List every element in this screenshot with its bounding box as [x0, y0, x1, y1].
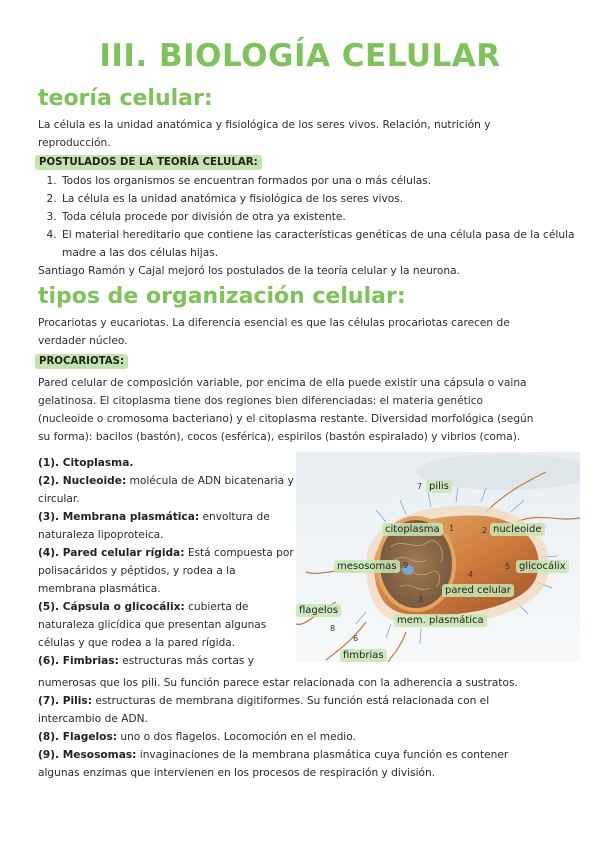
intro-line: reproducción.: [38, 137, 111, 149]
item-membrana: (3). Membrana plasmática: envoltura de: [38, 511, 270, 523]
item-flagelos: (8). Flagelos: uno o dos flagelos. Locomoción en el medio.: [38, 731, 356, 743]
item-line: membrana plasmática.: [38, 583, 161, 595]
label-membrana-plasmatica: mem. plasmática: [394, 614, 487, 627]
label-pilis: pilis: [426, 480, 452, 493]
item-pared: (4). Pared celular rígida: Está compuesta por: [38, 547, 294, 559]
number-3: 3: [418, 595, 424, 604]
intro-line: verdader núcleo.: [38, 335, 128, 347]
label-mesosomas: mesosomas: [334, 560, 400, 573]
item-line: algunas enzimas que intervienen en los procesos de respiración y división.: [38, 767, 436, 779]
body-line: su forma): bacilos (bastón), cocos (esférica), espirilos (bastón espiralado) y vibrios (coma).: [38, 431, 521, 443]
list-item: 1. Todos los organismos se encuentran formados por una o más células.: [60, 172, 590, 190]
procariotas-label: PROCARIOTAS:: [35, 354, 128, 369]
label-glicocalix: glicocálix: [516, 560, 569, 573]
item-line: naturaleza glicídica que presentan algunas: [38, 619, 267, 631]
page-title: III. BIOLOGÍA CELULAR: [99, 38, 501, 74]
number-9: 9: [403, 561, 409, 570]
item-line: intercambio de ADN.: [38, 713, 148, 725]
number-5: 5: [505, 562, 511, 571]
number-8: 8: [330, 624, 336, 633]
label-flagelos: flagelos: [296, 604, 341, 617]
item-line: numerosas que los pili. Su función parece estar relacionada con la adherencia a sustratos.: [38, 677, 518, 689]
body-line: gelatinosa. El citoplasma tiene dos regiones bien diferenciadas: el materia genético: [38, 395, 484, 407]
item-nucleoide: (2). Nucleoide: molécula de ADN bicatenaria y: [38, 475, 294, 487]
label-nucleoide: nucleoide: [490, 523, 545, 536]
item-line: polisacáridos y péptidos, y rodea a la: [38, 565, 236, 577]
intro-line: La célula es la unidad anatómica y fisiológica de los seres vivos. Relación, nutrición y: [38, 119, 491, 131]
intro-line: Procariotas y eucariotas. La diferencia esencial es que las células procariotas carecen de: [38, 317, 510, 329]
item-fimbrias: (6). Fimbrias: estructuras más cortas y: [38, 655, 255, 667]
item-capsula: (5). Cápsula o glicocálix: cubierta de: [38, 601, 249, 613]
item-line: circular.: [38, 493, 80, 505]
note: Santiago Ramón y Cajal mejoró los postulados de la teoría celular y la neurona.: [38, 265, 460, 277]
postulates-label: POSTULADOS DE LA TEORÍA CELULAR:: [35, 155, 262, 170]
section-heading-teoria: teoría celular:: [38, 86, 213, 111]
list-item: 2. La célula es la unidad anatómica y fisiológica de los seres vivos.: [60, 190, 590, 208]
label-pared-celular: pared celular: [442, 584, 514, 597]
item-pilis: (7). Pilis: estructuras de membrana digitiformes. Su función está relacionada con el: [38, 695, 490, 707]
number-4: 4: [468, 570, 474, 579]
number-7: 7: [417, 482, 423, 491]
label-citoplasma: citoplasma: [382, 523, 443, 536]
bacterium-figure: [296, 452, 580, 662]
number-2: 2: [482, 526, 488, 535]
list-item: 3. Toda célula procede por división de otra ya existente.: [60, 208, 590, 226]
postulates-list: [48, 172, 590, 262]
section-heading-tipos: tipos de organización celular:: [38, 284, 406, 309]
number-6: 6: [353, 634, 359, 643]
item-mesosomas: (9). Mesosomas: invaginaciones de la membrana plasmática cuya función es contener: [38, 749, 509, 761]
list-item: 4. El material hereditario que contiene las características genéticas de una célula pasa de la célula madre a las dos células hijas.: [60, 226, 590, 262]
body-line: Pared celular de composición variable, por encima de ella puede existir una cápsula o vaina: [38, 377, 527, 389]
item-citoplasma: (1). Citoplasma.: [38, 457, 134, 469]
body-line: (nucleoide o cromosoma bacteriano) y el citoplasma restante. Diversidad morfológica (según: [38, 413, 534, 425]
item-line: células y que rodea a la pared rígida.: [38, 637, 236, 649]
number-1: 1: [449, 524, 455, 533]
label-fimbrias: fimbrias: [340, 649, 387, 662]
item-line: naturaleza lipoproteica.: [38, 529, 164, 541]
